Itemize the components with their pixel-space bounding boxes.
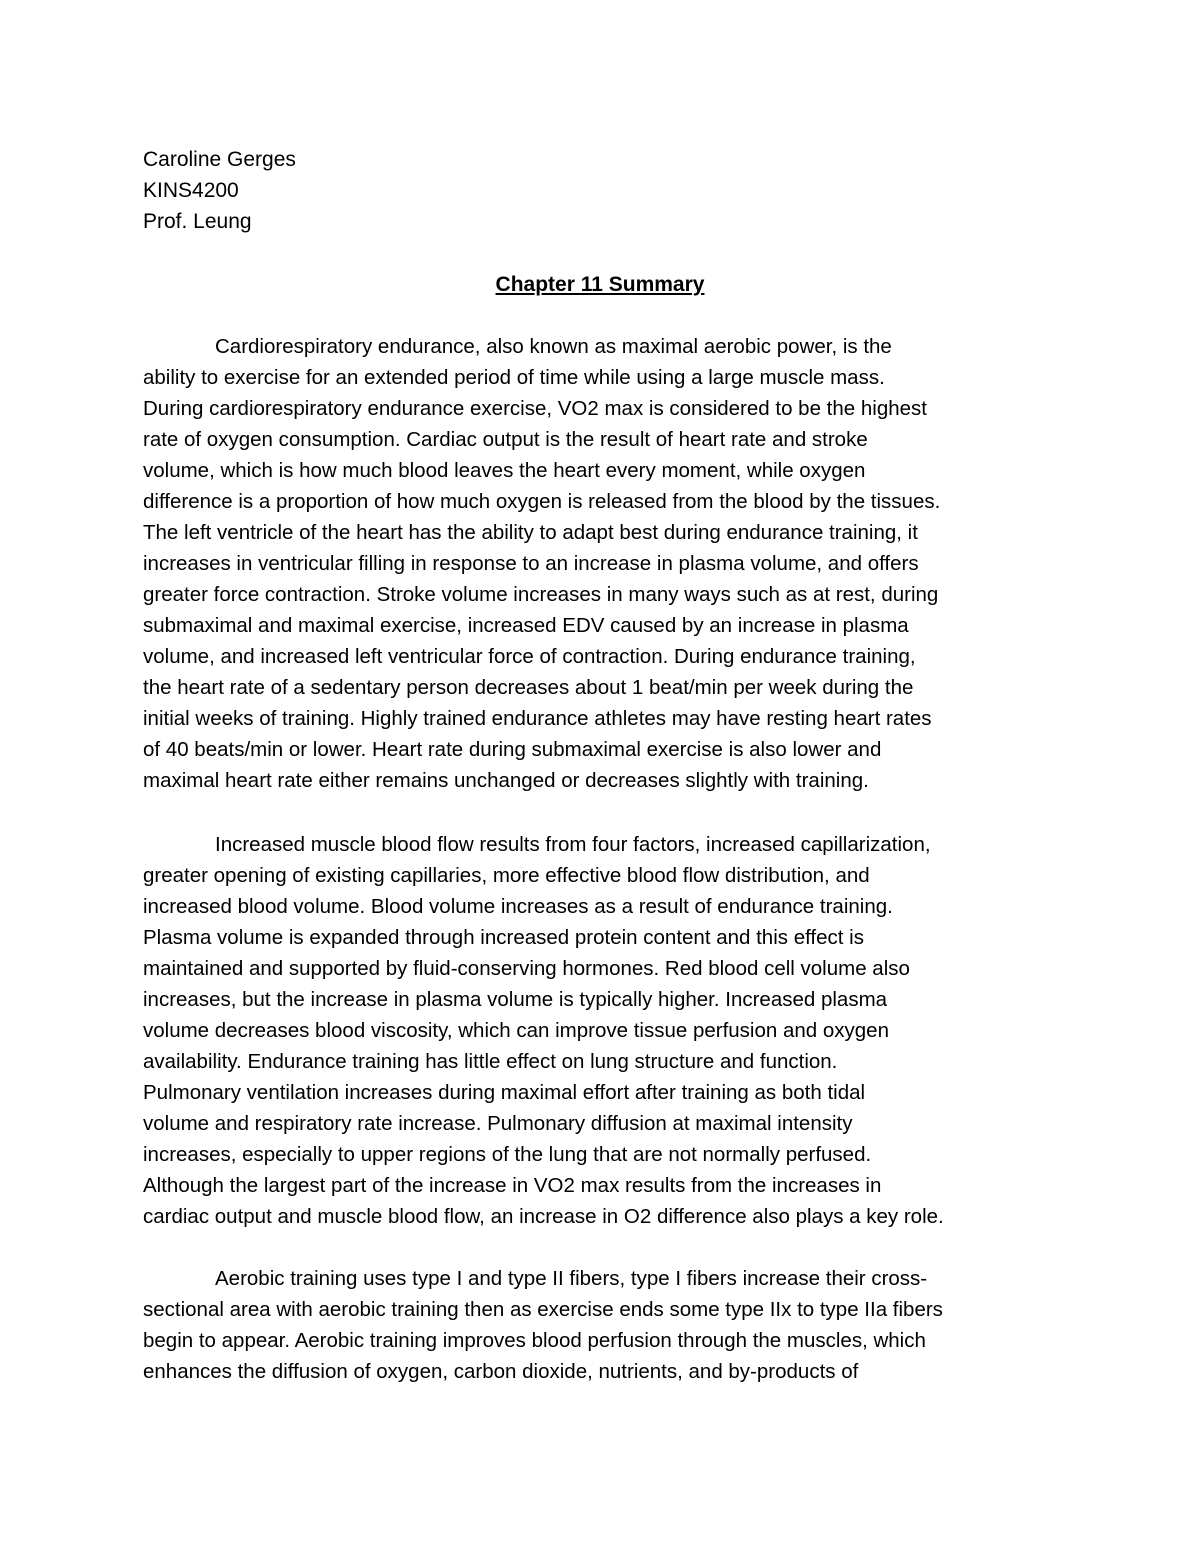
- professor-name: Prof. Leung: [143, 210, 252, 233]
- paragraph-line: sectional area with aerobic training then as exercise ends some type IIx to type IIa fibers: [143, 1298, 943, 1321]
- document-title: Chapter 11 Summary: [495, 273, 705, 296]
- paragraph-line: increased blood volume. Blood volume increases as a result of endurance training.: [143, 895, 893, 918]
- paragraph-line: difference is a proportion of how much oxygen is released from the blood by the tissues.: [143, 490, 941, 513]
- paragraph-line: Aerobic training uses type I and type II fibers, type I fibers increase their cross-: [215, 1267, 928, 1290]
- paragraph-line: maximal heart rate either remains unchanged or decreases slightly with training.: [143, 769, 869, 792]
- paragraph-line: rate of oxygen consumption. Cardiac output is the result of heart rate and stroke: [143, 428, 868, 451]
- paragraph-line: Although the largest part of the increase in VO2 max results from the increases in: [143, 1174, 882, 1197]
- paragraph-line: Cardiorespiratory endurance, also known as maximal aerobic power, is the: [215, 335, 892, 358]
- paragraph-line: maintained and supported by fluid-conserving hormones. Red blood cell volume also: [143, 957, 910, 980]
- paragraph-line: availability. Endurance training has little effect on lung structure and function.: [143, 1050, 838, 1073]
- paragraph-line: increases in ventricular filling in response to an increase in plasma volume, and offers: [143, 552, 919, 575]
- paragraph-line: greater opening of existing capillaries, more effective blood flow distribution, and: [143, 864, 870, 887]
- paragraph-line: During cardiorespiratory endurance exercise, VO2 max is considered to be the highest: [143, 397, 927, 420]
- document-header: [143, 144, 943, 237]
- paragraph: [143, 331, 1057, 796]
- paragraph-line: The left ventricle of the heart has the ability to adapt best during endurance training, it: [143, 521, 918, 544]
- paragraph-line: enhances the diffusion of oxygen, carbon dioxide, nutrients, and by-products of: [143, 1360, 859, 1383]
- paragraph-line: increases, especially to upper regions of the lung that are not normally perfused.: [143, 1143, 872, 1166]
- paragraph-line: Plasma volume is expanded through increased protein content and this effect is: [143, 926, 864, 949]
- paragraph-line: increases, but the increase in plasma volume is typically higher. Increased plasma: [143, 988, 888, 1011]
- paragraph-line: ability to exercise for an extended period of time while using a large muscle mass.: [143, 366, 885, 389]
- paragraph-line: volume decreases blood viscosity, which can improve tissue perfusion and oxygen: [143, 1019, 889, 1042]
- paragraph-line: of 40 beats/min or lower. Heart rate during submaximal exercise is also lower and: [143, 738, 882, 761]
- paragraph-line: cardiac output and muscle blood flow, an increase in O2 difference also plays a key role.: [143, 1205, 944, 1228]
- paragraph-line: the heart rate of a sedentary person decreases about 1 beat/min per week during the: [143, 676, 914, 699]
- paragraph-line: Pulmonary ventilation increases during maximal effort after training as both tidal: [143, 1081, 866, 1104]
- paragraph: [143, 1263, 1057, 1387]
- paragraph-line: volume, which is how much blood leaves the heart every moment, while oxygen: [143, 459, 866, 482]
- paragraph-line: Increased muscle blood flow results from four factors, increased capillarization,: [215, 833, 931, 856]
- paragraph-line: volume and respiratory rate increase. Pulmonary diffusion at maximal intensity: [143, 1112, 853, 1135]
- course-code: KINS4200: [143, 179, 239, 202]
- paragraph-line: volume, and increased left ventricular force of contraction. During endurance training,: [143, 645, 916, 668]
- paragraph-line: submaximal and maximal exercise, increased EDV caused by an increase in plasma: [143, 614, 909, 637]
- paragraph-line: begin to appear. Aerobic training improves blood perfusion through the muscles, which: [143, 1329, 926, 1352]
- paragraph-line: initial weeks of training. Highly trained endurance athletes may have resting heart rates: [143, 707, 932, 730]
- paragraph-line: greater force contraction. Stroke volume increases in many ways such as at rest, during: [143, 583, 939, 606]
- author-name: Caroline Gerges: [143, 148, 296, 171]
- paragraph: [143, 829, 1057, 1232]
